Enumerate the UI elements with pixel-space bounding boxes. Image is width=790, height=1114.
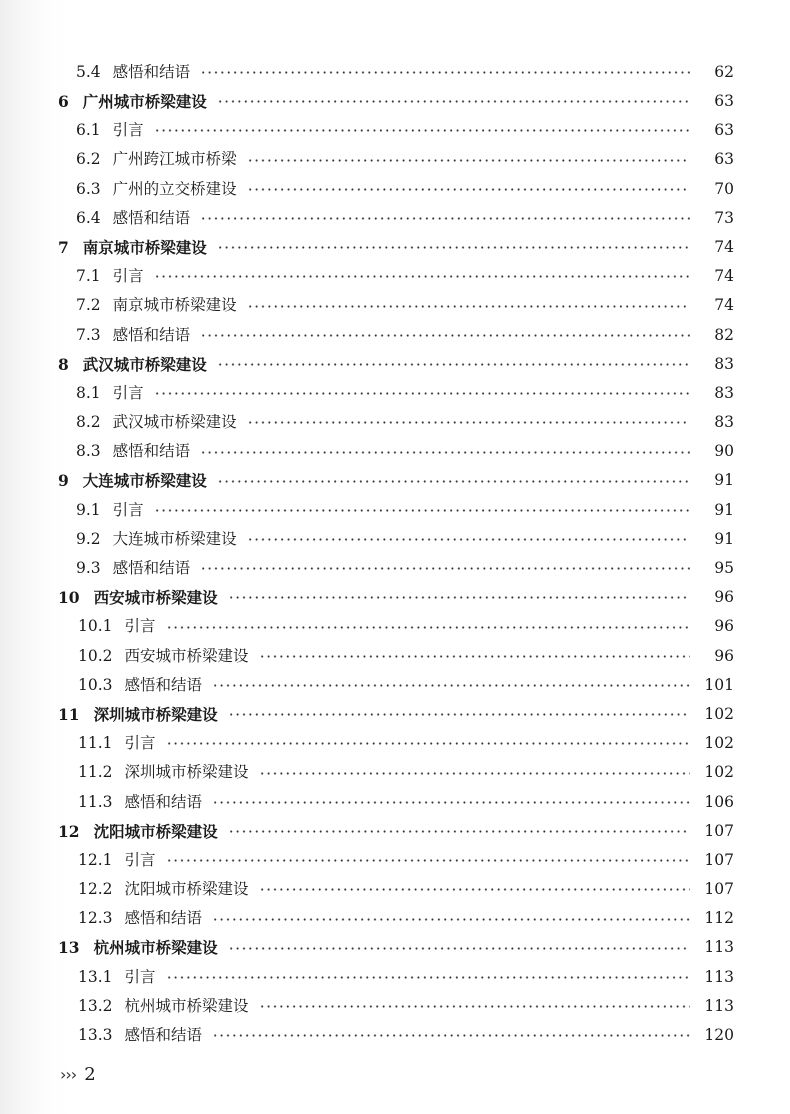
toc-dot-leader <box>259 888 690 891</box>
toc-entry-page: 62 <box>714 62 734 81</box>
toc-dot-leader <box>228 830 690 833</box>
toc-entry-title: 沈阳城市桥梁建设 <box>93 821 218 841</box>
toc-chapter-entry[interactable] <box>0 934 790 963</box>
toc-section-entry[interactable] <box>0 116 790 145</box>
toc-entry-number: 12 <box>58 821 80 841</box>
toc-dot-leader <box>212 684 690 687</box>
toc-entry-title: 广州跨江城市桥梁 <box>112 150 237 169</box>
toc-dot-leader <box>212 1034 690 1037</box>
toc-section-entry[interactable] <box>0 321 790 350</box>
toc-entry-number: 7 <box>58 237 69 257</box>
toc-entry-number: 9.3 <box>76 559 101 578</box>
toc-section-entry[interactable] <box>0 554 790 583</box>
toc-entry-page: 91 <box>714 471 734 490</box>
toc-dot-leader <box>166 859 690 862</box>
toc-entry-page: 74 <box>714 237 734 256</box>
toc-entry-page: 74 <box>714 267 734 286</box>
toc-section-entry[interactable] <box>0 175 790 204</box>
toc-section-entry[interactable] <box>0 963 790 992</box>
toc-entry-page: 63 <box>714 92 734 111</box>
toc-entry-number: 12.3 <box>78 909 113 928</box>
toc-dot-leader <box>166 976 690 979</box>
toc-section-entry[interactable] <box>0 379 790 408</box>
toc-section-entry[interactable] <box>0 729 790 758</box>
toc-entry-number: 8 <box>58 354 69 374</box>
toc-section-entry[interactable] <box>0 642 790 671</box>
toc-entry-number: 10.2 <box>78 646 113 665</box>
toc-entry-page: 63 <box>714 121 734 140</box>
toc-entry-title: 大连城市桥梁建设 <box>112 529 237 548</box>
toc-dot-leader <box>154 275 690 278</box>
toc-entry-page: 96 <box>714 617 734 636</box>
toc-dot-leader <box>247 188 690 191</box>
toc-entry-number: 8.2 <box>76 413 101 432</box>
toc-dot-leader <box>259 655 690 658</box>
toc-section-entry[interactable] <box>0 408 790 437</box>
toc-entry-number: 10.3 <box>78 675 113 694</box>
toc-dot-leader <box>166 626 690 629</box>
toc-entry-number: 10.1 <box>78 617 113 636</box>
toc-entry-page: 113 <box>704 996 734 1015</box>
toc-dot-leader <box>228 713 690 716</box>
toc-entry-title: 南京城市桥梁建设 <box>82 237 207 257</box>
toc-dot-leader <box>166 742 690 745</box>
toc-section-entry[interactable] <box>0 262 790 291</box>
toc-dot-leader <box>259 772 690 775</box>
toc-entry-title: 引言 <box>124 850 156 869</box>
toc-entry-title: 引言 <box>112 383 144 402</box>
toc-section-entry[interactable] <box>0 904 790 933</box>
toc-section-entry[interactable] <box>0 1021 790 1050</box>
toc-entry-number: 8.3 <box>76 442 101 461</box>
toc-section-entry[interactable] <box>0 788 790 817</box>
toc-entry-number: 7.2 <box>76 296 101 315</box>
toc-entry-title: 杭州城市桥梁建设 <box>93 938 218 958</box>
toc-dot-leader <box>247 538 690 541</box>
toc-dot-leader <box>217 246 690 249</box>
toc-entry-title: 感悟和结语 <box>124 792 203 811</box>
toc-chapter-entry[interactable] <box>0 467 790 496</box>
toc-entry-page: 113 <box>704 967 734 986</box>
toc-entry-title: 引言 <box>112 267 144 286</box>
toc-entry-title: 感悟和结语 <box>112 559 191 578</box>
toc-section-entry[interactable] <box>0 846 790 875</box>
table-of-contents <box>0 58 790 1050</box>
toc-entry-title: 感悟和结语 <box>124 675 203 694</box>
toc-dot-leader <box>247 159 690 162</box>
toc-entry-title: 西安城市桥梁建设 <box>124 646 249 665</box>
toc-entry-title: 深圳城市桥梁建设 <box>93 704 218 724</box>
toc-entry-number: 11 <box>58 704 80 724</box>
toc-dot-leader <box>247 305 690 308</box>
toc-section-entry[interactable] <box>0 671 790 700</box>
toc-entry-number: 6.4 <box>76 208 101 227</box>
toc-entry-page: 102 <box>704 734 734 753</box>
toc-entry-page: 112 <box>704 909 734 928</box>
toc-entry-title: 武汉城市桥梁建设 <box>112 413 237 432</box>
toc-dot-leader <box>200 71 690 74</box>
toc-entry-page: 101 <box>704 675 734 694</box>
toc-entry-page: 83 <box>714 354 734 373</box>
toc-chapter-entry[interactable] <box>0 700 790 729</box>
toc-entry-title: 感悟和结语 <box>112 208 191 227</box>
toc-entry-title: 感悟和结语 <box>112 442 191 461</box>
toc-entry-title: 感悟和结语 <box>124 909 203 928</box>
toc-section-entry[interactable] <box>0 875 790 904</box>
page-footer <box>60 1064 96 1085</box>
toc-entry-page: 95 <box>714 559 734 578</box>
toc-entry-title: 感悟和结语 <box>112 62 191 81</box>
toc-entry-page: 113 <box>704 938 734 957</box>
toc-entry-title: 引言 <box>112 500 144 519</box>
toc-entry-number: 7.3 <box>76 325 101 344</box>
toc-entry-number: 13 <box>58 938 80 958</box>
toc-entry-number: 9.2 <box>76 529 101 548</box>
toc-entry-number: 13.3 <box>78 1026 113 1045</box>
toc-entry-title: 感悟和结语 <box>112 325 191 344</box>
toc-entry-number: 13.1 <box>78 967 113 986</box>
toc-entry-page: 70 <box>714 179 734 198</box>
toc-chapter-entry[interactable] <box>0 817 790 846</box>
toc-section-entry[interactable] <box>0 437 790 466</box>
toc-entry-number: 12.2 <box>78 880 113 899</box>
toc-entry-page: 90 <box>714 442 734 461</box>
toc-entry-page: 120 <box>704 1026 734 1045</box>
toc-section-entry[interactable] <box>0 204 790 233</box>
toc-dot-leader <box>154 129 690 132</box>
toc-dot-leader <box>247 421 690 424</box>
toc-entry-page: 74 <box>714 296 734 315</box>
toc-entry-title: 武汉城市桥梁建设 <box>82 354 207 374</box>
toc-dot-leader <box>200 451 690 454</box>
footer-page-number: 2 <box>84 1064 96 1085</box>
toc-entry-title: 广州的立交桥建设 <box>112 179 237 198</box>
toc-dot-leader <box>217 480 690 483</box>
toc-entry-number: 9.1 <box>76 500 101 519</box>
toc-dot-leader <box>228 947 690 950</box>
toc-chapter-entry[interactable] <box>0 233 790 262</box>
toc-entry-title: 杭州城市桥梁建设 <box>124 996 249 1015</box>
toc-dot-leader <box>212 801 690 804</box>
toc-dot-leader <box>217 363 690 366</box>
toc-entry-page: 91 <box>714 500 734 519</box>
toc-entry-number: 12.1 <box>78 850 113 869</box>
toc-entry-number: 8.1 <box>76 383 101 402</box>
toc-entry-title: 引言 <box>124 967 156 986</box>
toc-entry-page: 82 <box>714 325 734 344</box>
toc-section-entry[interactable] <box>0 496 790 525</box>
toc-entry-title: 深圳城市桥梁建设 <box>124 763 249 782</box>
toc-entry-page: 96 <box>714 588 734 607</box>
toc-entry-number: 11.1 <box>78 734 113 753</box>
toc-entry-page: 102 <box>704 763 734 782</box>
toc-dot-leader <box>154 392 690 395</box>
footer-arrows-icon: ››› <box>60 1065 77 1084</box>
toc-section-entry[interactable] <box>0 613 790 642</box>
toc-entry-title: 广州城市桥梁建设 <box>82 92 207 112</box>
toc-dot-leader <box>154 509 690 512</box>
toc-entry-page: 102 <box>704 704 734 723</box>
toc-entry-number: 13.2 <box>78 996 113 1015</box>
toc-entry-number: 6.1 <box>76 121 101 140</box>
toc-entry-title: 大连城市桥梁建设 <box>82 471 207 491</box>
toc-chapter-entry[interactable] <box>0 350 790 379</box>
toc-entry-page: 63 <box>714 150 734 169</box>
toc-dot-leader <box>212 918 690 921</box>
toc-section-entry[interactable] <box>0 146 790 175</box>
toc-entry-number: 11.2 <box>78 763 113 782</box>
toc-entry-title: 南京城市桥梁建设 <box>112 296 237 315</box>
toc-entry-title: 感悟和结语 <box>124 1026 203 1045</box>
toc-entry-page: 107 <box>704 850 734 869</box>
toc-entry-number: 10 <box>58 588 80 608</box>
toc-entry-page: 91 <box>714 529 734 548</box>
toc-dot-leader <box>200 567 690 570</box>
toc-dot-leader <box>217 100 690 103</box>
toc-entry-number: 6 <box>58 92 69 112</box>
toc-entry-title: 西安城市桥梁建设 <box>93 588 218 608</box>
toc-section-entry[interactable] <box>0 58 790 87</box>
toc-dot-leader <box>200 217 690 220</box>
toc-section-entry[interactable] <box>0 292 790 321</box>
toc-section-entry[interactable] <box>0 525 790 554</box>
toc-entry-number: 9 <box>58 471 69 491</box>
toc-dot-leader <box>228 596 690 599</box>
toc-entry-page: 107 <box>704 880 734 899</box>
toc-entry-title: 引言 <box>124 734 156 753</box>
toc-entry-page: 96 <box>714 646 734 665</box>
toc-entry-number: 6.3 <box>76 179 101 198</box>
toc-entry-number: 11.3 <box>78 792 113 811</box>
toc-entry-number: 5.4 <box>76 62 101 81</box>
toc-entry-page: 83 <box>714 413 734 432</box>
toc-entry-number: 6.2 <box>76 150 101 169</box>
toc-entry-title: 引言 <box>112 121 144 140</box>
toc-chapter-entry[interactable] <box>0 583 790 612</box>
toc-entry-number: 7.1 <box>76 267 101 286</box>
toc-entry-page: 107 <box>704 821 734 840</box>
toc-entry-title: 引言 <box>124 617 156 636</box>
toc-section-entry[interactable] <box>0 992 790 1021</box>
toc-entry-page: 73 <box>714 208 734 227</box>
toc-dot-leader <box>259 1005 690 1008</box>
toc-chapter-entry[interactable] <box>0 87 790 116</box>
toc-entry-page: 106 <box>704 792 734 811</box>
toc-entry-page: 83 <box>714 383 734 402</box>
toc-section-entry[interactable] <box>0 759 790 788</box>
toc-entry-title: 沈阳城市桥梁建设 <box>124 880 249 899</box>
toc-dot-leader <box>200 334 690 337</box>
